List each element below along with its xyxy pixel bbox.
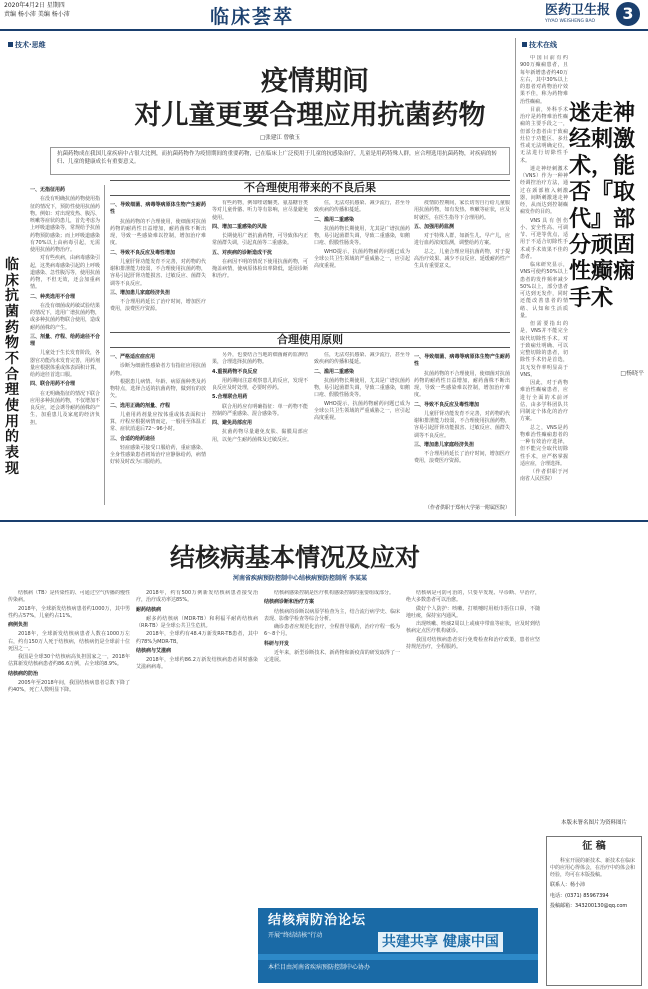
- paragraph: 2018年，全球约86.2万新发结核病患者同时感染艾滋病病毒。: [136, 657, 258, 671]
- banner-motto: 共建共享 健康中国: [378, 932, 503, 952]
- subheading: 二、导致不良反应及毒性增加: [110, 249, 176, 256]
- subheading: 科研与开发: [264, 640, 290, 647]
- article3-column-4: [406, 590, 540, 905]
- subheading: 二、滥用二重感染: [314, 368, 355, 375]
- subheading: 二、选用正确的剂量、疗程: [110, 402, 171, 409]
- article-divider: [515, 38, 516, 516]
- paragraph: 在无明确指征的情况下联合应用多种抗菌药物，不仅增加不良反应，还会诱导耐药菌株的产生，加重患儿及家庭的经济负担。: [30, 390, 100, 426]
- section-rule: [0, 520, 648, 522]
- article1-column-h: [414, 352, 510, 502]
- banner-stripe: [258, 954, 538, 960]
- paragraph: 儿童肝肾功能发育不完善，对药物的代谢和排泄能力较弱，不合理使用抗菌药物，容易引起肝肾功能损害、过敏反应、菌群失调等不良反应。: [414, 410, 510, 439]
- subheading: 四、避免局部应用: [212, 420, 253, 426]
- paragraph: 结核病是可防可治的，只要早发现、早诊断、早治疗，绝大多数患者可以治愈。: [406, 590, 540, 604]
- paragraph: 结核病（TB）是传染性的、可通过空气传播的慢性传染病。: [8, 590, 130, 604]
- subheading: 四、增加二重感染的风险: [212, 223, 268, 230]
- article1-sidebar-title: 临床抗菌药物不合理使用的表现: [5, 257, 19, 477]
- paragraph: 做好个人防护：咳嗽、打喷嚏时用纸巾捂住口鼻，不随地吐痰，保持室内通风。: [406, 605, 540, 619]
- article1-column-g: [314, 352, 410, 502]
- paragraph: 抗菌药物的不合理使用，使细菌对抗菌药物的耐药性日益增加，耐药菌株不断出现，导致一些感染难以控制，增加治疗难度。: [110, 218, 206, 247]
- article1-band-consequences: 不合理使用带来的不良后果: [110, 180, 510, 196]
- paragraph: 2005年至2018年间，我国结核病患者总数下降了约40%，死亡人数明显下降。: [8, 679, 130, 693]
- paragraph: 耐多药结核病（MDR-TB）和利福平耐药结核病（RR-TB）是全球公共卫生危机。: [136, 615, 258, 629]
- paragraph: 2018年，约有500万例新发结核病患者接受治疗，治疗成功率达85%。: [136, 590, 258, 604]
- issue-date: 2020年4月2日 星期四: [4, 2, 65, 9]
- paragraph: 抗菌药物尽量避免皮肤、黏膜局部应用，以免产生耐药菌株及过敏反应。: [212, 429, 308, 443]
- banner-title: 结核病防治论坛: [268, 913, 367, 928]
- subheading: 五、加强用药监测: [414, 223, 455, 230]
- paragraph: 近年来，新型诊断技术、新药物和新疫苗的研发取得了一定进展。: [264, 649, 400, 663]
- paragraph: 总之，儿童合理应用抗菌药物，对于提高治疗效果、减少不良反应、延缓耐药性产生具有重要意义。: [414, 248, 510, 269]
- contact-email: 投稿邮箱：343200130@qq.com: [550, 902, 628, 909]
- article2-tag: 技术在线: [522, 40, 557, 50]
- subheading: 三、剂量、疗程、给药途径不合理: [30, 333, 100, 347]
- subheading: 5.合理联合用药: [212, 394, 248, 401]
- page-header: [0, 0, 648, 32]
- paragraph: 我国对结核病患者实行免费检查和治疗政策，患者应坚持规范治疗，全程服药。: [406, 636, 540, 650]
- paragraph: 2018年，全球约有48.4万新发RR-TB患者，其中约78%为MDR-TB。: [136, 631, 258, 645]
- paragraph: 在病因不明的情况下使用抗菌药物，可掩盖病情，使病原体检出率降低，延误诊断和治疗。: [212, 258, 308, 280]
- paragraph: 长期使用广谱抗菌药物，可导致体内正常菌群失调，引起真菌等二重感染。: [212, 233, 308, 247]
- paragraph: 结核病的诊断以病原学检查为主，结合流行病学史、临床表现、影像学检查等综合分析。: [264, 608, 400, 622]
- paragraph: VNS具有创伤小、安全性高、可调节、可逆等优点，适用于不适合切除性手术或手术效果不佳的患者。: [520, 217, 568, 260]
- paragraph: 用药期间注意观察患儿的反应，发现不良反应及时处理，必要时停药。: [212, 377, 308, 391]
- paragraph: 住，无法对抗感染、减少流行，甚至导致疾病的传播和蔓延。: [314, 352, 410, 366]
- article1-column-e: [110, 352, 206, 502]
- paragraph: 迷走神经刺激术（VNS）作为一种神经调控治疗方法，通过在颈部植入刺激器，间断刺激迷走神经，从而达到控制癫痫发作的目的。: [520, 165, 568, 216]
- call-for-papers-body: 科室开展的新技术、新技术在临床中的应用心得体会，在治疗中的体会和经验，均可在本版投稿。: [550, 857, 636, 878]
- subheading: 三、合适的给药途径: [110, 435, 156, 442]
- editor-credit: 责编 杨小沛 美编 杨小沛: [4, 11, 70, 18]
- paragraph: 2018年，全球新发结核病患者人数在1000万左右，约有150万人死于结核病，结核病仍是全球前十位死因之一。: [8, 631, 130, 652]
- paragraph: 对有些疾病，由病毒感染引起，这类病毒感染引起的上呼吸道感染、急性腹泻等，使用抗菌药物，不但无效，还会加重病情。: [30, 255, 100, 291]
- subheading: 一、无指征用药: [30, 187, 66, 193]
- subheading: 三、增加患儿家庭经济负担: [110, 289, 171, 296]
- page-number-badge: 3: [616, 2, 640, 26]
- section-title: 临床荟萃: [210, 6, 295, 28]
- subheading: 一、导致细菌、病毒等病原体生物产生耐药性: [110, 202, 206, 216]
- paragraph: 疫情防控期间，家长切勿自行给儿童服用抗菌药物，如有发热、咳嗽等症状，应及时就医，在医生指导下合理用药。: [414, 200, 510, 221]
- subheading: 病例负担: [8, 622, 29, 628]
- paragraph: 对于特殊人群，如新生儿、早产儿，应进行血药浓度监测，调整给药方案。: [414, 233, 510, 247]
- paragraph: 目前，外科手术治疗是药物难治性癫痫的主要手段之一，但部分患者由于致痫灶位于功能区、多灶性或无法明确定位，无法进行切除性手术。: [520, 106, 568, 164]
- article2-author: [569, 370, 644, 510]
- subheading: 结核病与艾滋病: [136, 647, 172, 654]
- subheading: 一、导致细菌、病毒等病原体生物产生耐药性: [414, 354, 510, 368]
- paragraph: 2018年，全球新发结核病患者约1000万，其中男性约占57%，儿童约占11%。: [8, 605, 130, 619]
- paragraph: 抗菌药物的不合理使用，使细菌对抗菌药物的耐药性日益增加，耐药菌株不断出现，导致一些感染难以控制，增加治疗难度。: [414, 370, 510, 399]
- paragraph: 在没有细菌或药敏试验结果的情况下，选用广谱抗菌药物，或多种抗菌药物联合使用，造成耐药菌株的产生。: [30, 302, 100, 331]
- subheading: 结核病诊断和治疗方案: [264, 599, 315, 606]
- paragraph: 不合理用药延长了治疗时间，增加医疗费用，浪费医疗资源。: [414, 451, 510, 465]
- paragraph: 诊断为细菌性感染者方有指征应用抗菌药物。: [110, 363, 206, 377]
- paragraph: 抗菌药物长期使用，尤其是广谱抗菌药物，易引起菌群失调，导致二重感染，如鹅口疮、假膜性肠炎等。: [314, 225, 410, 247]
- paragraph: （作者供职于河南省人民医院）: [520, 469, 568, 483]
- paragraph: 不合理用药延长了治疗时间，增加医疗费用，浪费医疗资源。: [110, 299, 206, 313]
- newspaper-logo-en: YIYAO WEISHENG BAO: [545, 19, 596, 24]
- call-for-papers-box: [546, 836, 642, 986]
- paragraph: 儿童处于生长发育阶段，各器官功能尚未发育完善，用药剂量应根据体重或体表面积计算，给药途径首选口服。: [30, 350, 100, 378]
- article1-footnote: （作者供职于郑州大学第一附属医院）: [424, 505, 510, 511]
- paragraph: 抗菌药物长期使用，尤其是广谱抗菌药物，易引起菌群失调，导致二重感染，如鹅口疮、假膜性肠炎等。: [314, 377, 410, 399]
- subheading: 耐药结核病: [136, 606, 162, 613]
- article3-title: 结核病基本情况及应对: [169, 543, 420, 572]
- article2-title: 迷走神经刺激术，能否『取代』部分顽固性癫痫手术: [569, 100, 636, 311]
- contact-phone: 电话：(0371) 85967394: [550, 892, 609, 899]
- subheading: 二、滥用二重感染: [314, 216, 355, 223]
- paragraph: 有些药物，例如喹诺酮类、氨基糖苷类等对儿童骨骼、听力等有影响，应尽量避免使用。: [212, 200, 308, 221]
- subheading: 四、联合用药不合理: [30, 381, 76, 388]
- paragraph: 轻症感染可接受口服给药，重症感染、全身性感染患者初始治疗应静脉给药，病情好转及时改为口服给药。: [110, 444, 206, 466]
- article3-subtitle: 河南省疾病预防控制中心结核病预防控制所 李某某: [232, 575, 368, 582]
- paragraph: 儿童肝肾功能发育不完善，对药物的代谢和排泄能力较弱，不合理使用抗菌药物，容易引起肝肾功能损害、过敏反应、菌群失调等不良反应。: [110, 258, 206, 287]
- subheading: 一、严格适应症应用: [110, 354, 156, 360]
- subheading: 4.重视药物不良反应: [212, 368, 258, 375]
- paragraph: 因此，对于药物难治性癫痫患者，应进行全面的术前评估，由多学科团队共同制定个体化的治疗方案。: [520, 380, 568, 423]
- paragraph: 确诊患者应规范化治疗，全程督导服药，治疗疗程一般为6～8个月。: [264, 624, 400, 638]
- image-notice: 本版未署名图片为资料图片: [560, 820, 627, 826]
- article3-column-3: [264, 590, 400, 905]
- article2-author-name: □杨晓平: [620, 370, 644, 377]
- article1-title-line1: 疫情期间: [261, 66, 369, 97]
- column-divider: [104, 185, 105, 505]
- article1-band-principles: 合理使用原则: [110, 332, 510, 348]
- paragraph: 出现咳嗽、咳痰2周以上或痰中带血等症状，应及时到结核病定点医疗机构就诊。: [406, 621, 540, 635]
- subheading: 三、增加患儿家庭经济负担: [414, 441, 475, 448]
- article3-column-2: [136, 590, 258, 985]
- paragraph: 总之，VNS是药物难治性癫痫患者的一种有效治疗选择，但不能完全取代切除性手术，应严格掌握适应症，合理选择。: [520, 424, 568, 467]
- article3-column-1: [8, 590, 130, 985]
- paragraph: 联合用药应有明确指征：单一药物不能控制的严重感染、混合感染等。: [212, 403, 308, 417]
- subheading: 二、种类选用不合理: [30, 293, 76, 300]
- subheading: 结核病的防治: [8, 670, 39, 677]
- contact-person: 联系人：杨小沛: [550, 882, 586, 889]
- article1-column-c: [212, 200, 308, 325]
- paragraph: 住，无法对抗感染、减少流行，甚至导致疾病的传播和蔓延。: [314, 200, 410, 214]
- article1-column-a: [30, 185, 100, 575]
- call-for-papers-title: 征 稿: [582, 841, 606, 852]
- banner-footer: 本栏目由河南省疾病预防控制中心协办: [268, 964, 371, 971]
- banner-slogan: 开展“终结结核”行动: [268, 932, 323, 939]
- header-rule: [0, 29, 648, 31]
- article1-column-d2: [414, 200, 510, 325]
- paragraph: WHO提示，抗菌药物耐药问题已成为全球公共卫生领域的严重威胁之一，应引起高度重视。: [314, 400, 410, 421]
- paragraph: 另外，也要结合当地的细菌耐药监测结果，合理选择抗菌药物。: [212, 352, 308, 366]
- article1-abstract: 抗菌药物成在我国儿童疾病中占很大比例，而抗菌药物作为疫情期间的重要药物，已在临床上广泛使用于儿童的抗感染治疗，儿童是用药特殊人群，应合理选用抗菌药物，对疾病的转归、儿童的健康成长有重要意义。: [50, 147, 510, 175]
- subheading: 五、对疾病的诊断造成干扰: [212, 249, 273, 256]
- paragraph: 但需要指出的是，VNS并不能完全取代切除性手术。对于致痫灶明确、可以完整切除的患者，切除性手术仍是首选，其无发作率明显高于VNS。: [520, 321, 568, 378]
- paragraph: 我国是全球30个结核病高负担国家之一，2018年估算新发结核病患者约86.6万例，占全球的8.9%。: [8, 654, 130, 668]
- paragraph: WHO提示，抗菌药物耐药问题已成为全球公共卫生领域的严重威胁之一，应引起高度重视。: [314, 248, 410, 269]
- article1-column-d: [314, 200, 410, 325]
- paragraph: 中国目前有约900万癫痫患者，且每年新增患者约40万左右，其中30%以上的患者对药物治疗效果不佳，称为药物难治性癫痫。: [520, 55, 568, 105]
- paragraph: 根据患儿病情、年龄、病原菌种类及药物特点，选择合适的抗菌药物，做到有的放矢。: [110, 378, 206, 400]
- paragraph: 在没有明确抗菌药物使用指征的情况下，预防性使用抗菌药物。例如：对出现发热、腹泻、咳嗽等症状的患儿，首先考虑为上呼吸道感染等，常规给予抗菌药物预防感染；而上呼吸道感染有70%以上由病毒引起，无需使用抗菌药物治疗。: [30, 196, 100, 253]
- article1-title-line2: 对儿童更要合理应用抗菌药物: [134, 100, 486, 131]
- paragraph: 结核病感染控制是医疗机构感染控制的重要组成部分。: [274, 590, 395, 596]
- paragraph: 临床研究显示，VNS可使约50%以上患者的发作频率减少50%以上，部分患者可达到无发作，同时还能改善患者的情绪、认知和生活质量。: [520, 262, 568, 319]
- paragraph: 儿童用药剂量应按体重或体表面积计算，疗程应根据病情而定，一般用至体温正常、症状消退后72～96小时。: [110, 411, 206, 433]
- article1-column-f: [212, 352, 308, 502]
- tb-forum-banner: [258, 908, 538, 983]
- newspaper-logo: 医药卫生报: [545, 3, 611, 18]
- article1-tag: 技术·思维: [8, 40, 46, 50]
- article2-body: [520, 55, 568, 510]
- article1-column-b: [110, 200, 206, 325]
- subheading: 二、导致不良反应及毒性增加: [414, 401, 480, 408]
- article1-byline: □张建江 曾敏玉: [260, 135, 300, 141]
